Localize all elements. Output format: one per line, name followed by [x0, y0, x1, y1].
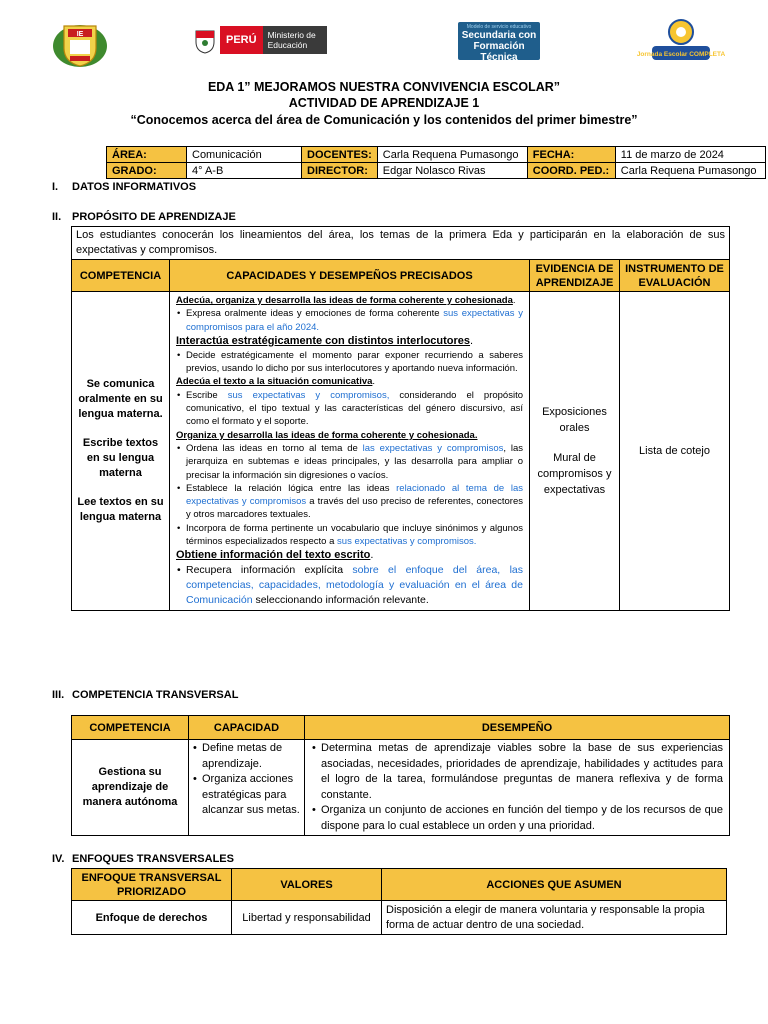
activity-subtitle: “Conocemos acerca del área de Comunicación y los contenidos del primer bimestre” [130, 113, 638, 127]
cap1-heading: Adecúa, organiza y desarrolla las ideas de forma coherente y cohesionada. [176, 295, 516, 306]
cap3-list [176, 389, 523, 429]
section-2-title: PROPÓSITO DE APRENDIZAJE [72, 211, 236, 223]
docentes-label: DOCENTES: [302, 147, 378, 163]
competencias-cell [72, 292, 170, 611]
section-2-number: II. [52, 211, 62, 223]
cap1-b1-text: Expresa oralmente ideas y emociones de forma coherente [186, 308, 444, 320]
cap4-b2-text-a: Establece la relación lógica entre las ideas [186, 482, 397, 494]
cap4-bullet-2 [176, 482, 523, 522]
cap1-list [176, 307, 523, 334]
cap4-b2-highlight: relacionado al tema de las expectativas y compromisos [186, 482, 523, 508]
cap5-bullet-1 [176, 563, 523, 608]
cap1-b1-highlight: sus expectativas y compromisos para el año 2024. [186, 308, 524, 333]
jec-logo [636, 16, 726, 68]
competencia-oral: Se comunica oralmente en su lengua materna. [78, 378, 163, 421]
en-col-acciones: ACCIONES QUE ASUMEN [382, 869, 727, 901]
section-4-heading [52, 853, 234, 865]
section-3-heading [52, 689, 238, 701]
en-valores-cell: Libertad y responsabilidad [232, 901, 382, 935]
transversal-table [71, 715, 730, 836]
evidencia-exposiciones: Exposiciones orales [542, 406, 607, 435]
section-1-heading [52, 181, 196, 193]
cap5-b1-text-b: seleccionando información relevante. [252, 594, 429, 607]
secundaria-tecnica-logo [458, 22, 540, 63]
cap1-title: Adecúa, organiza y desarrolla las ideas de forma coherente y cohesionada [176, 295, 513, 306]
cap4-bullet-3 [176, 522, 523, 549]
cap3-heading: Adecúa el texto a la situación comunicativa. [176, 376, 376, 388]
col-instrumento: INSTRUMENTO DE EVALUACIÓN [620, 260, 730, 292]
jec-text: Jornada Escolar COMPLETA [636, 51, 726, 58]
proposito-intro: Los estudiantes conocerán los lineamientos del área, los temas de la primera Eda y participarán en la elaboración de sus expectativas y compromisos. [72, 227, 730, 260]
coord-value: Carla Requena Pumasongo [615, 163, 765, 179]
director-value: Edgar Nolasco Rivas [377, 163, 527, 179]
cap3-b1-text-b: considerando el propósito comunicativo, el tipo textual y las características del género discursivo, así como el formato y el soporte. [186, 389, 523, 428]
en-col-enfoque: ENFOQUE TRANSVERSAL PRIORIZADO [72, 869, 232, 901]
area-label: ÁREA: [107, 147, 187, 163]
eda-title: EDA 1” MEJORAMOS NUESTRA CONVIVENCIA ESCOLAR” [207, 80, 561, 94]
enfoques-table [71, 868, 727, 935]
area-value: Comunicación [187, 147, 302, 163]
cap3-title: Adecúa el texto a la situación comunicativa [176, 376, 373, 388]
cap5-list [176, 563, 523, 608]
cap2-bullet-1: • Decide estratégicamente el momento parar exponer recurriendo a saberes previos, usando lo dicho por sus interlocutores y aportando nueva información. [176, 349, 523, 376]
evidencia-cell [530, 292, 620, 611]
instrumento-cell: Lista de cotejo [620, 292, 730, 611]
director-label: DIRECTOR: [302, 163, 378, 179]
tr-capacidad-list [192, 741, 301, 819]
tr-desempeno-list [311, 741, 723, 834]
cap4-title: Organiza y desarrolla las ideas de forma coherente y cohesionada. [176, 429, 478, 441]
section-1-number: I. [52, 181, 59, 193]
cap2-list [176, 349, 523, 376]
cap3-b1-highlight: sus expectativas y compromisos, [227, 389, 390, 401]
section-2-heading [52, 211, 236, 223]
cap1-bullet-1 [176, 307, 523, 334]
peru-emblem-icon [190, 25, 220, 55]
cap4-b3-text-a: Incorpora de forma pertinente un vocabulario que incluye sinónimos y algunos términos especializados respecto a [186, 522, 523, 548]
tr-col-competencia: COMPETENCIA [72, 716, 189, 740]
tr-col-desempeno: DESEMPEÑO [305, 716, 730, 740]
cap3-bullet-1 [176, 389, 523, 429]
col-competencia: COMPETENCIA [72, 260, 170, 292]
cap2-title: Interactúa estratégicamente con distintos interlocutores [176, 334, 471, 347]
docentes-value: Carla Requena Pumasongo [377, 147, 527, 163]
school-shield-logo [50, 18, 110, 68]
grado-label: GRADO: [107, 163, 187, 179]
cap5-b1-highlight: sobre el enfoque del área, las competencias, capacidades, metodología y evaluación en el área de Comunicación [186, 564, 523, 607]
cap4-bullet-1 [176, 442, 523, 482]
peru-label: PERÚ [220, 26, 263, 54]
cap3-b1-text-a: Escribe [186, 389, 228, 401]
cap4-b3-highlight: sus expectativas y compromisos. [337, 536, 477, 548]
tr-desempeno-2: • Organiza un conjunto de acciones en función del tiempo y de los recursos de que dispone para lo cual establece un orden y una prioridad. [311, 803, 723, 834]
minedu-logo [190, 24, 340, 56]
cap5-b1-text-a: Recupera información explícita [186, 564, 353, 577]
cap4-b1-text-a: Ordena las ideas en torno al tema de [186, 442, 363, 454]
ministerio-label: Ministerio de Educación [263, 26, 327, 54]
cap5-heading: Obtiene información del texto escrito. [176, 549, 374, 562]
cap4-b1-highlight: las expectativas y compromisos [362, 442, 504, 454]
coord-label: COORD. PED.: [527, 163, 615, 179]
en-acciones-cell: Disposición a elegir de manera voluntaria y responsable la propia forma de actuar dentro de una sociedad. [382, 901, 727, 935]
fecha-label: FECHA: [527, 147, 615, 163]
shield-text: IE [76, 31, 84, 38]
cap4-b2-text-b: a través del uso preciso de referentes, conectores y otros marcadores textuales. [186, 496, 523, 521]
tr-capacidad-cell [189, 740, 305, 836]
col-evidencia: EVIDENCIA DE APRENDIZAJE [530, 260, 620, 292]
tr-competencia-cell: Gestiona su aprendizaje de manera autónoma [72, 740, 189, 836]
capacidades-cell [170, 292, 530, 611]
section-1-title: DATOS INFORMATIVOS [72, 181, 197, 193]
section-4-title: ENFOQUES TRANSVERSALES [72, 853, 234, 865]
proposito-table [71, 226, 730, 611]
tr-desempeno-cell [305, 740, 730, 836]
tr-desempeno-1: • Determina metas de aprendizaje viables sobre la base de sus experiencias asociadas, necesidades, prioridades de aprendizaje, habilidades y actitudes para el logro de la tarea, formulándose preguntas de manera reflexiva y de forma constante. [311, 741, 723, 803]
tr-col-capacidad: CAPACIDAD [189, 716, 305, 740]
en-enfoque-cell: Enfoque de derechos [72, 901, 232, 935]
competencia-lee: Lee textos en su lengua materna [77, 496, 164, 524]
cap2-heading: Interactúa estratégicamente con distintos interlocutores. [176, 334, 474, 347]
evidencia-mural: Mural de compromisos y expectativas [537, 452, 612, 497]
tr-capacidad-1: • Define metas de aprendizaje. [192, 741, 301, 772]
cap4-b1-text-b: , las jerarquiza en subtemas e ideas principales, y las desarrolla para ampliar o precisar la información sin digresiones o vacíos. [186, 442, 523, 481]
cap5-title: Obtiene información del texto escrito [176, 549, 371, 562]
secundaria-label: Secundaria con Formación Técnica [461, 30, 537, 63]
info-table [106, 146, 766, 179]
section-3-number: III. [52, 689, 65, 701]
section-4-number: IV. [52, 853, 65, 865]
tr-capacidad-2: • Organiza acciones estratégicas para alcanzar sus metas. [192, 772, 301, 819]
grado-value: 4° A-B [187, 163, 302, 179]
section-3-title: COMPETENCIA TRANSVERSAL [72, 689, 239, 701]
logo-bar [0, 14, 768, 70]
secundaria-small-label: Modelo de servicio educativo [466, 24, 532, 30]
competencia-escribe: Escribe textos en su lengua materna [82, 437, 159, 480]
fecha-value: 11 de marzo de 2024 [615, 147, 765, 163]
en-col-valores: VALORES [232, 869, 382, 901]
activity-title: ACTIVIDAD DE APRENDIZAJE 1 [288, 96, 480, 110]
cap4-list [176, 442, 523, 548]
col-capacidades: CAPACIDADES Y DESEMPEÑOS PRECISADOS [170, 260, 530, 292]
